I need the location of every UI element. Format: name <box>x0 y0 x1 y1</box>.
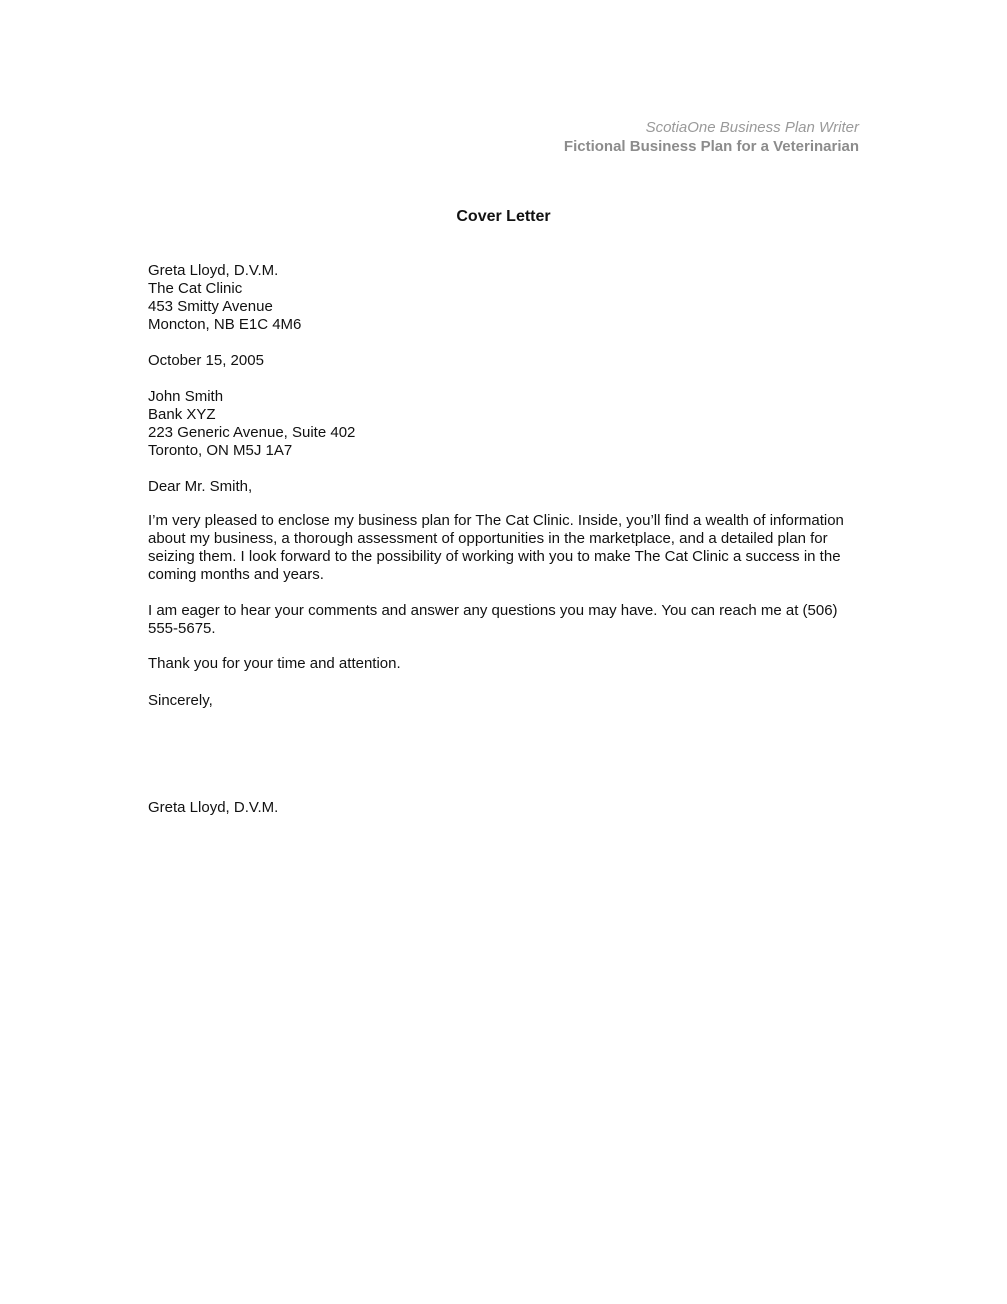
sender-street: 453 Smitty Avenue <box>148 298 273 315</box>
body-paragraph: Thank you for your time and attention. <box>148 655 401 672</box>
sender-city: Moncton, NB E1C 4M6 <box>148 316 302 333</box>
closing-line: Sincerely, <box>148 692 213 709</box>
sender-address-block <box>148 262 301 334</box>
body-paragraph: I’m very pleased to enclose my business plan for The Cat Clinic. Inside, you’ll find a wealth of information about my business, a thorough assessment of opportunities in the marketplace, and a detailed plan for seizing them. I look forward to the possibility of working with you to make The Cat Clinic a success in the coming months and years. <box>148 512 844 583</box>
recipient-city: Toronto, ON M5J 1A7 <box>148 442 293 459</box>
sender-company: The Cat Clinic <box>148 280 243 297</box>
header-subtitle-line: Fictional Business Plan for a Veterinarian <box>563 138 859 155</box>
body-paragraph: I am eager to hear your comments and answer any questions you may have. You can reach me at (506) 555-5675. <box>148 602 838 637</box>
salutation: Dear Mr. Smith, <box>148 478 253 495</box>
document-header <box>564 118 859 156</box>
recipient-address-block <box>148 388 355 460</box>
page-title: Cover Letter <box>456 208 551 225</box>
recipient-company: Bank XYZ <box>148 406 216 423</box>
recipient-street: 223 Generic Avenue, Suite 402 <box>148 424 356 441</box>
signature-name: Greta Lloyd, D.V.M. <box>148 799 279 816</box>
sender-name: Greta Lloyd, D.V.M. <box>148 262 279 279</box>
header-brand-line: ScotiaOne Business Plan Writer <box>645 119 859 136</box>
letter-date: October 15, 2005 <box>148 352 264 369</box>
recipient-name: John Smith <box>148 388 224 405</box>
